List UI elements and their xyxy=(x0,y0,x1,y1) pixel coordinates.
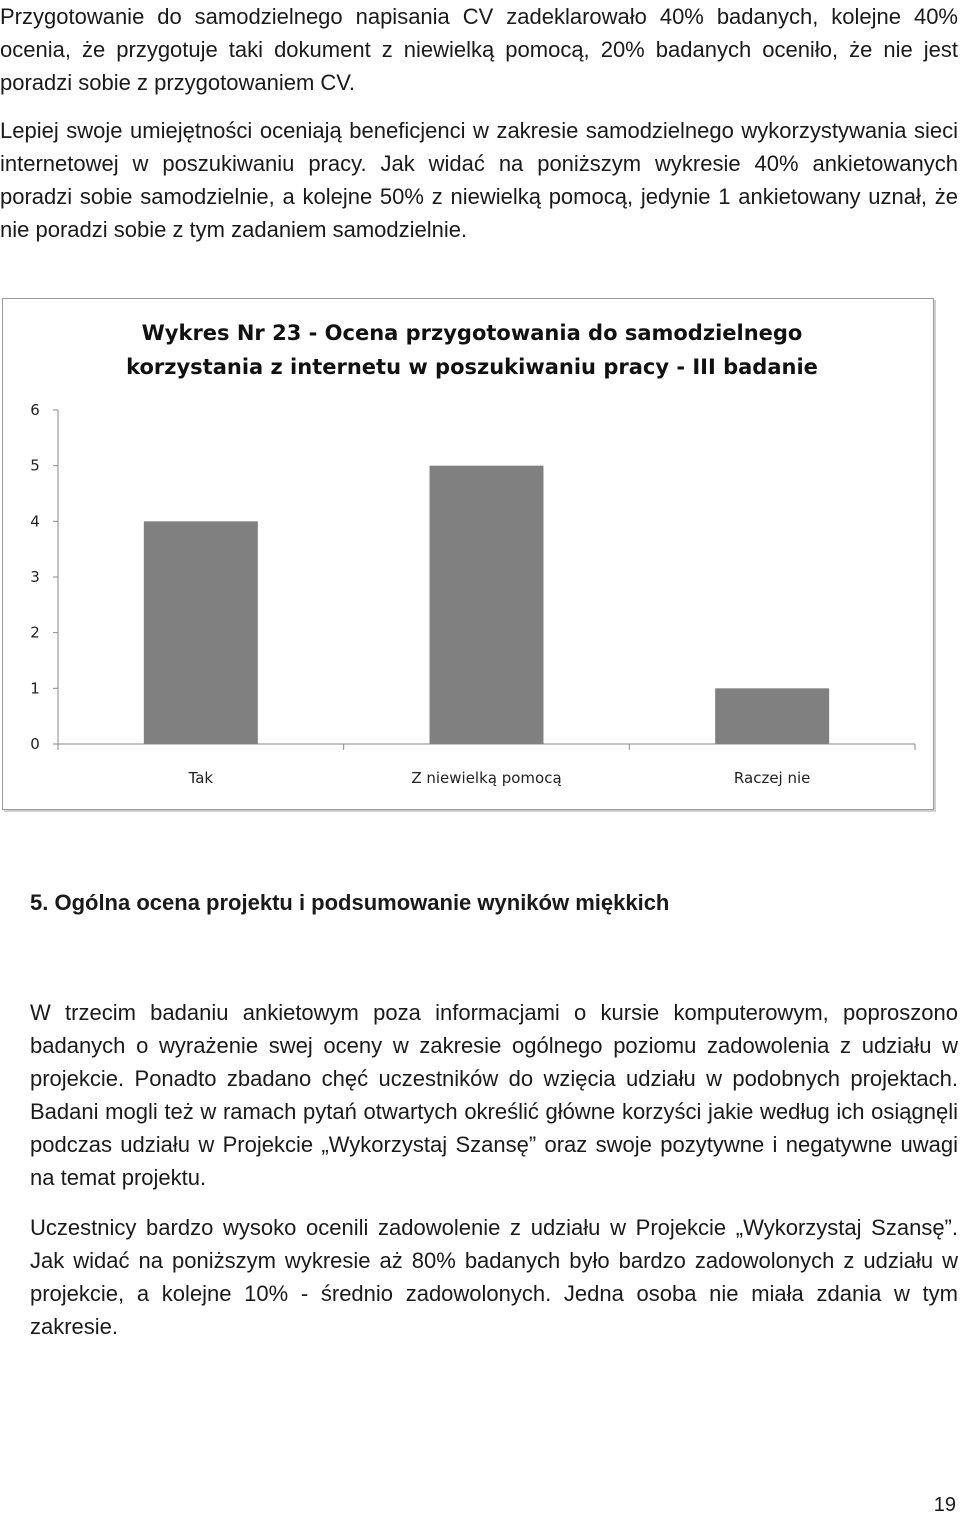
paragraph-cv-preparation: Przygotowanie do samodzielnego napisania CV zadeklarowało 40% badanych, kolejne 40% ocenia, że przygotuje taki dokument z niewielką pomocą, 20% badanych oceniło, że nie jest poradzi sobie z przygotowaniem CV. xyxy=(0,4,958,95)
y-tick-label: 0 xyxy=(30,735,40,753)
section-heading: 5. Ogólna ocena projektu i podsumowanie wyników miękkich xyxy=(30,890,670,915)
x-category-label: Z niewielką pomocą xyxy=(411,769,562,787)
bar-tak xyxy=(144,521,258,744)
y-tick-label: 1 xyxy=(30,679,40,698)
paragraph-survey-intro: W trzecim badaniu ankietowym poza informacjami o kursie komputerowym, poproszono badanych o wyrażenie swej oceny w zakresie ogólnego poziomu zadowolenia z udziału w projekcie. Ponadto zbadano chęć uczestników do wzięcia udziału w podobnych projektach. Badani mogli też w ramach pytań otwartych określić główne korzyści jakie według ich osiągnęli podczas udziału w Projekcie „Wykorzystaj Szansę” oraz swoje pozytywne i negatywne uwagi na temat projektu. xyxy=(30,1000,958,1190)
chart-title xyxy=(60,316,884,384)
y-tick-label: 4 xyxy=(30,512,40,531)
bar-raczej-nie xyxy=(715,688,829,744)
y-tick-label: 5 xyxy=(30,456,40,475)
x-category-label: Tak xyxy=(188,769,214,787)
x-category-label: Raczej nie xyxy=(733,769,811,787)
paragraph-satisfaction: Uczestnicy bardzo wysoko ocenili zadowolenie z udziału w Projekcie „Wykorzystaj Szansę”. Jak widać na poniższym wykresie aż 80% badanych było bardzo zadowolonych z udziału w projekcie, a kolejne 10% - średnio zadowolonych. Jedna osoba nie miała zdania w tym zakresie. xyxy=(30,1215,958,1339)
page-number: 19 xyxy=(933,1494,956,1516)
y-tick-label: 6 xyxy=(30,401,40,419)
paragraph-internet-skills: Lepiej swoje umiejętności oceniają beneficjenci w zakresie samodzielnego wykorzystywania sieci internetowej w poszukiwaniu pracy. Jak widać na poniższym wykresie 40% ankietowanych poradzi sobie samodzielnie, a kolejne 50% z niewielką pomocą, jedynie 1 ankietowany uznał, że nie poradzi sobie z tym zadaniem samodzielnie. xyxy=(0,118,958,242)
y-tick-label: 3 xyxy=(30,568,40,586)
bar-z-niewielką-pomocą xyxy=(430,466,544,744)
chart-title-line-1: Wykres Nr 23 - Ocena przygotowania do samodzielnego xyxy=(141,321,803,345)
y-tick-label: 2 xyxy=(30,623,40,642)
chart-title-line-2: korzystania z internetu w poszukiwaniu pracy - III badanie xyxy=(126,355,818,379)
